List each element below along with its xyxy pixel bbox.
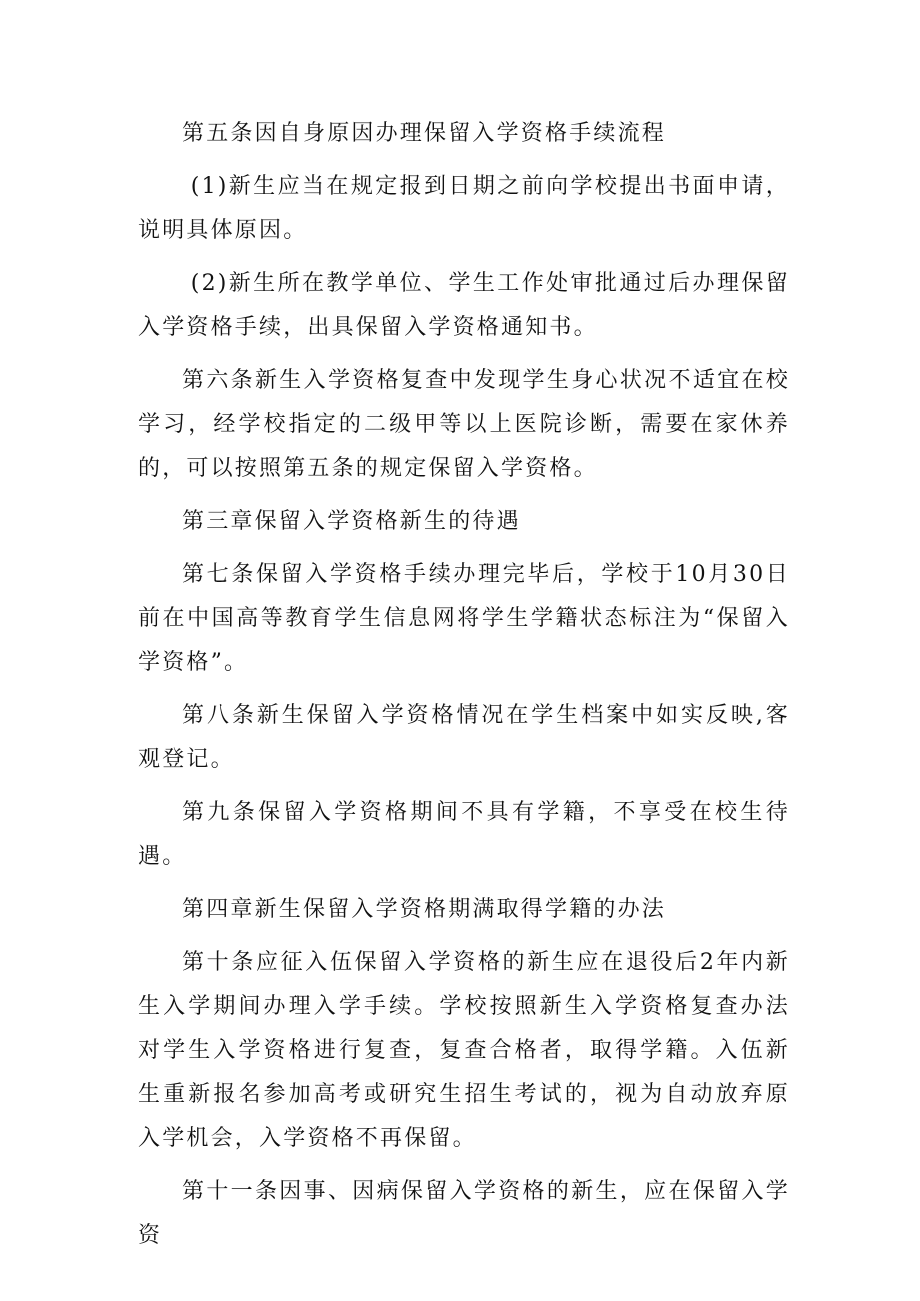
chapter-4-heading: 第四章新生保留入学资格期满取得学籍的办法 [182,897,667,922]
article-8: 第八条新生保留入学资格情况在学生档案中如实反映,客观登记。 [138,703,790,772]
article-5-item-2: (2)新生所在教学单位、学生工作处审批通过后办理保留入学资格手续，出具保留入学资格通知书。 [138,271,790,340]
article-10: 第十条应征入伍保留入学资格的新生应在退役后2年内新生入学期间办理入学手续。学校按照新生入学资格复查办法对学生入学资格进行复查，复查合格者，取得学籍。入伍新生重新报名参加高考或研究生招生考试的，视为自动放弃原入学机会，入学资格不再保留。 [138,950,790,1151]
document-body [138,112,790,1267]
article-5-item-1: (1)新生应当在规定报到日期之前向学校提出书面申请，说明具体原因。 [138,174,790,243]
chapter-3-heading: 第三章保留入学资格新生的待遇 [182,509,521,534]
article-9: 第九条保留入学资格期间不具有学籍，不享受在校生待遇。 [138,800,790,869]
article-5-heading: 第五条因自身原因办理保留入学资格手续流程 [182,121,667,146]
article-7: 第七条保留入学资格手续办理完毕后，学校于10月30日前在中国高等教育学生信息网将学生学籍状态标注为“保留入学资格”。 [138,562,790,675]
article-6: 第六条新生入学资格复查中发现学生身心状况不适宜在校学习，经学校指定的二级甲等以上医院诊断，需要在家休养的，可以按照第五条的规定保留入学资格。 [138,368,790,481]
article-11: 第十一条因事、因病保留入学资格的新生，应在保留入学资 [138,1179,790,1248]
